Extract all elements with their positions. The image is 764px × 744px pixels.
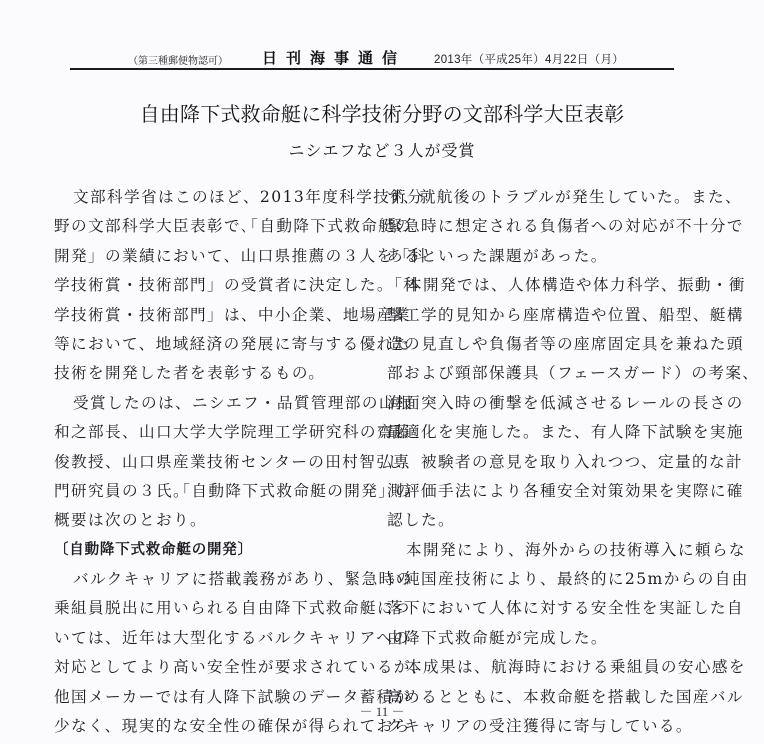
text-line: バルクキャリアに搭載義務があり、緊急時の [73, 570, 413, 589]
postal-permit-note: （第三種郵便物認可） [128, 56, 228, 67]
text-line: 緊急時に想定される負傷者への対応が不十分で [387, 217, 744, 236]
text-line: 本開発により、海外からの技術導入に頼らな [406, 540, 746, 559]
text-line: し、被験者の意見を取り入れつつ、定量的な計 [387, 452, 743, 471]
header-rule [70, 68, 674, 70]
text-line: 対応としてより高い安全性が要求されているが、 [54, 658, 428, 677]
article-subheadline: ニシエフなど３人が受賞 [288, 141, 476, 160]
text-line: 文部科学省はこのほど、2013年度科学技術分 [73, 188, 425, 206]
publication-title: 日刊海事通信 [262, 49, 407, 67]
text-line: 本開発では、人体構造や体力科学、振動・衝 [406, 276, 746, 295]
section-heading: 〔自動降下式救命艇の開発〕 [54, 541, 253, 558]
text-line: 少なく、現実的な安全性の確保が得られておら [54, 717, 411, 736]
text-line: 認した。 [387, 511, 455, 530]
text-line: 学技術賞・技術部門」は、中小企業、地場産業 [54, 305, 411, 324]
text-line: 和之部長、山口大学大学院理工学研究科の齋藤 [54, 423, 411, 442]
text-line: 部および頸部保護具（フェースガード）の考案、 [387, 364, 760, 383]
text-line: 俊教授、山口県産業技術センターの田村智弘専 [54, 452, 411, 471]
text-line: 受賞したのは、ニシエフ・品質管理部の山根 [73, 393, 413, 412]
text-line: 他国メーカーでは有人降下試験のデータ蓄積が [54, 687, 411, 706]
text-line: 落下において人体に対する安全性を実証した自 [387, 599, 744, 618]
text-line: 等において、地域経済の発展に寄与する優れた [54, 334, 411, 353]
text-line: いては、近年は大型化するバルクキャリアへの [54, 628, 411, 647]
text-line: あるといった課題があった。 [387, 246, 608, 265]
text-line: 最適化を実施した。また、有人降下試験を実施 [387, 423, 744, 442]
text-line: 学技術賞・技術部門」の受賞者に決定した。「科 [54, 276, 421, 295]
text-line: 開発」の業績において、山口県推薦の３人を「科 [54, 246, 428, 265]
text-line: 概要は次のとおり。 [54, 511, 207, 530]
article-column-right [387, 183, 760, 741]
text-line: ず、就航後のトラブルが発生していた。また、 [387, 188, 742, 206]
text-line: 海面突入時の衝撃を低減させるレールの長さの [387, 393, 744, 412]
text-line: 撃工学的見知から座席構造や位置、船型、艇構 [387, 305, 744, 324]
text-line: い純国産技術により、最終的に25mからの自由 [387, 570, 749, 589]
text-line: 造の見直しや負傷者等の座席固定具を兼ねた頭 [387, 334, 744, 353]
text-line: 高めるとともに、本救命艇を搭載した国産バル [387, 687, 744, 706]
text-line: クキャリアの受注獲得に寄与している。 [387, 717, 693, 736]
issue-date: 2013年（平成25年）4月22日（月） [434, 54, 625, 66]
text-line: 野の文部科学大臣表彰で､｢自動降下式救命艇の [54, 217, 413, 236]
text-line: 乗組員脱出に用いられる自由降下式救命艇につ [54, 599, 411, 618]
text-line: 門研究員の３氏｡｢自動降下式救命艇の開発」の [54, 481, 413, 500]
text-line: 測評価手法により各種安全対策効果を実際に確 [387, 481, 744, 500]
article-headline: 自由降下式救命艇に科学技術分野の文部科学大臣表彰 [139, 102, 625, 126]
page-number: － 11 － [359, 704, 405, 719]
text-line: 本成果は、航海時における乗組員の安心感を [406, 658, 746, 677]
newspaper-header [70, 46, 674, 70]
text-line: 技術を開発した者を表彰するもの。 [54, 364, 326, 383]
text-line: 由降下式救命艇が完成した。 [387, 628, 608, 647]
